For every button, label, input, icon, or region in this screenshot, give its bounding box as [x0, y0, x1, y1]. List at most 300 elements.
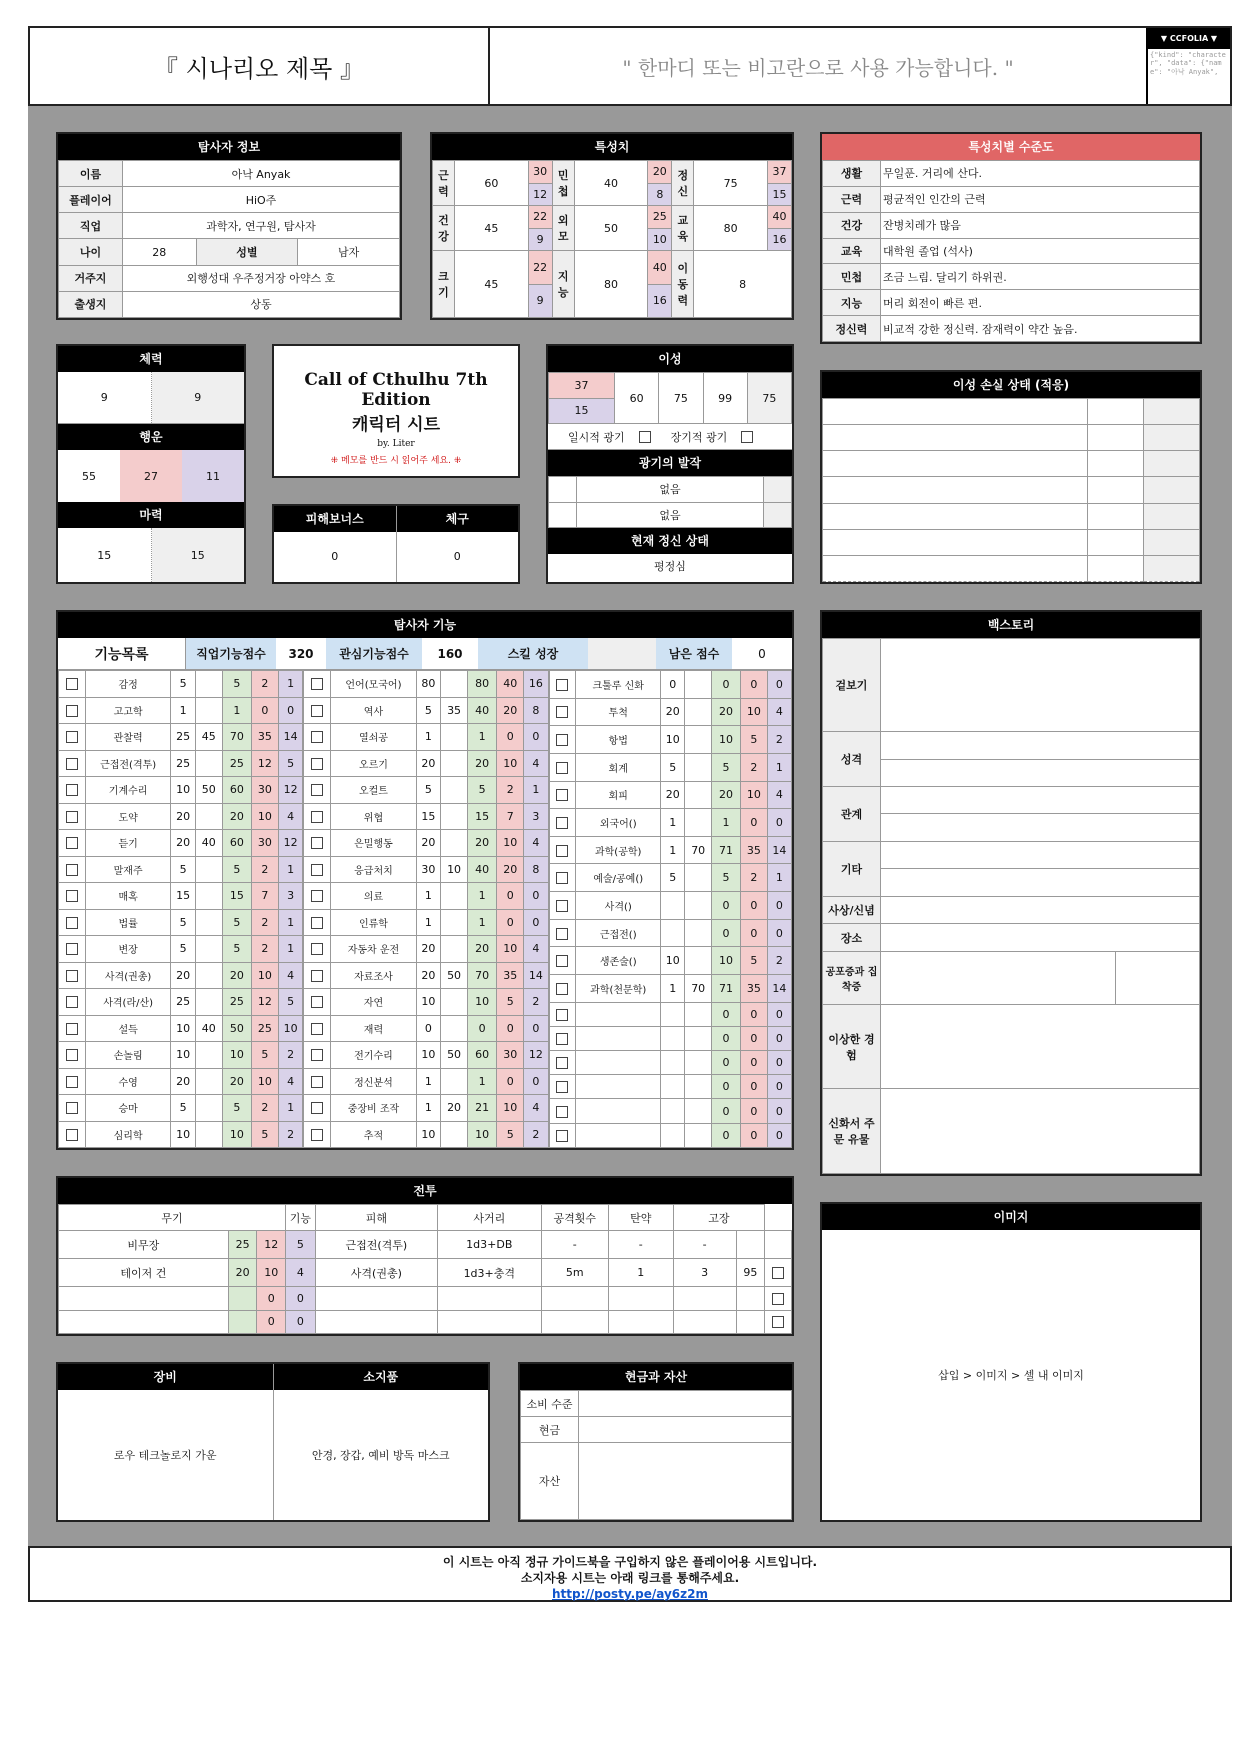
- malfunction-checkbox[interactable]: [772, 1293, 784, 1305]
- skill-checkbox[interactable]: [66, 864, 78, 876]
- backstory-field[interactable]: [881, 732, 1200, 759]
- skill-fifth: 0: [524, 1015, 548, 1042]
- skill-points[interactable]: [441, 883, 468, 910]
- skill-fifth: 2: [524, 1121, 548, 1148]
- skill-checkbox[interactable]: [66, 1023, 78, 1035]
- skill-checkbox[interactable]: [66, 890, 78, 902]
- skill-checkbox[interactable]: [66, 731, 78, 743]
- char-value[interactable]: 50: [574, 206, 648, 251]
- skill-checkbox[interactable]: [311, 864, 323, 876]
- skill-points[interactable]: [195, 1121, 222, 1148]
- skill-checkbox[interactable]: [311, 890, 323, 902]
- skill-points[interactable]: [685, 1075, 712, 1099]
- skill-base: 5: [416, 777, 440, 804]
- backstory-field[interactable]: [881, 951, 1116, 1004]
- backstory-field[interactable]: [881, 814, 1200, 841]
- weapon-ammo: [673, 1287, 736, 1310]
- skill-points[interactable]: [195, 1042, 222, 1069]
- skill-fifth: 4: [278, 1068, 302, 1095]
- skill-base: 1: [416, 909, 440, 936]
- age-value[interactable]: 28: [123, 239, 197, 265]
- skill-value: 70: [468, 962, 497, 989]
- skill-name: 투척: [576, 698, 661, 726]
- skill-points[interactable]: [195, 750, 222, 777]
- skill-name: [576, 1099, 661, 1123]
- sex-label: 성별: [196, 239, 298, 265]
- skill-checkbox[interactable]: [311, 784, 323, 796]
- bout-item[interactable]: 없음: [577, 502, 764, 528]
- skill-half: 0: [497, 1068, 524, 1095]
- skill-half: 30: [251, 777, 278, 804]
- skill-checkbox[interactable]: [311, 1049, 323, 1061]
- luck-fifth: 11: [182, 450, 244, 502]
- skill-value: 20: [468, 750, 497, 777]
- skill-checkbox[interactable]: [66, 758, 78, 770]
- skill-points[interactable]: [195, 989, 222, 1016]
- skill-points[interactable]: [441, 989, 468, 1016]
- malfunction-checkbox[interactable]: [772, 1267, 784, 1279]
- char-half: 22: [528, 206, 552, 229]
- skill-points[interactable]: 70: [685, 975, 712, 1003]
- name-value[interactable]: 아낙 Anyak: [123, 161, 400, 187]
- weapon-malfunction: 95: [736, 1259, 765, 1287]
- skill-points[interactable]: [685, 726, 712, 754]
- skill-row: [304, 671, 548, 698]
- level-text[interactable]: 잔병치레가 많음: [881, 212, 1200, 238]
- skill-points[interactable]: [685, 809, 712, 837]
- build-value[interactable]: 0: [453, 550, 461, 563]
- spending-label: 소비 수준: [521, 1391, 579, 1417]
- skill-checkbox[interactable]: [66, 784, 78, 796]
- indef-insanity-checkbox[interactable]: [741, 431, 753, 443]
- skill-points[interactable]: [685, 947, 712, 975]
- skill-base: 30: [416, 856, 440, 883]
- skill-checkbox[interactable]: [311, 758, 323, 770]
- skill-checkbox[interactable]: [556, 900, 568, 912]
- skill-checkbox[interactable]: [311, 943, 323, 955]
- weapon-name[interactable]: 비무장: [59, 1231, 229, 1259]
- skill-points[interactable]: [685, 892, 712, 920]
- skill-row: [304, 830, 548, 857]
- mp-current[interactable]: 15: [58, 528, 152, 582]
- interest-points[interactable]: 160: [437, 646, 463, 661]
- skill-half: 5: [251, 1042, 278, 1069]
- skill-checkbox[interactable]: [556, 1057, 568, 1069]
- skill-name: 근접전(): [576, 919, 661, 947]
- skill-fifth: 4: [524, 830, 548, 857]
- skill-name: 과학(천문학): [576, 975, 661, 1003]
- level-text[interactable]: 평균적인 인간의 근력: [881, 186, 1200, 212]
- skill-fifth: 0: [524, 883, 548, 910]
- skill-points[interactable]: 50: [195, 777, 222, 804]
- skill-half: 0: [741, 1075, 768, 1099]
- skill-points[interactable]: 10: [441, 856, 468, 883]
- backstory-field[interactable]: [881, 1004, 1200, 1089]
- skill-checkbox[interactable]: [311, 837, 323, 849]
- footer-link[interactable]: http://posty.pe/ay6z2m: [551, 1587, 708, 1601]
- skill-points[interactable]: [685, 919, 712, 947]
- points-left[interactable]: 0: [758, 646, 766, 661]
- skill-fifth: 14: [767, 836, 791, 864]
- char-value[interactable]: 45: [455, 251, 529, 318]
- skill-points[interactable]: [195, 803, 222, 830]
- skill-checkbox[interactable]: [556, 679, 568, 691]
- skill-points[interactable]: [195, 883, 222, 910]
- skill-fifth: 2: [524, 989, 548, 1016]
- skill-name: 매혹: [85, 883, 171, 910]
- occupation-value[interactable]: 과학자, 연구원, 탐사자: [123, 213, 400, 239]
- name-label: 이름: [59, 161, 123, 187]
- skill-fifth: 14: [524, 962, 548, 989]
- skill-points[interactable]: [195, 1068, 222, 1095]
- skill-fifth: 2: [767, 726, 791, 754]
- bout-item[interactable]: 없음: [577, 477, 764, 503]
- char-value[interactable]: 75: [694, 161, 768, 206]
- weapon-name[interactable]: [59, 1287, 229, 1310]
- skill-value: 10: [712, 726, 741, 754]
- skill-half: 20: [497, 697, 524, 724]
- backstory-field[interactable]: [881, 787, 1200, 814]
- skill-base: [661, 1051, 685, 1075]
- skill-row: [59, 777, 303, 804]
- skill-points[interactable]: [441, 1068, 468, 1095]
- gear-text[interactable]: 로우 테크놀로지 가운: [113, 1449, 217, 1462]
- skill-checkbox[interactable]: [556, 872, 568, 884]
- move-value[interactable]: 8: [694, 251, 792, 318]
- skill-checkbox[interactable]: [556, 1081, 568, 1093]
- level-text[interactable]: 대학원 졸업 (석사): [881, 238, 1200, 264]
- luck-value[interactable]: 55: [82, 469, 96, 483]
- loss-cell[interactable]: [823, 555, 1088, 581]
- char-fifth: 10: [648, 228, 672, 251]
- hp-current[interactable]: 9: [58, 372, 152, 423]
- skill-points[interactable]: [195, 909, 222, 936]
- backstory-label: 겉보기: [823, 639, 881, 732]
- skill-checkbox[interactable]: [66, 917, 78, 929]
- skill-row: [549, 1099, 791, 1123]
- skill-points[interactable]: 70: [685, 836, 712, 864]
- skill-value: 71: [712, 836, 741, 864]
- skill-half: 30: [251, 830, 278, 857]
- skill-checkbox[interactable]: [66, 705, 78, 717]
- skill-checkbox[interactable]: [311, 731, 323, 743]
- backstory-field[interactable]: [881, 639, 1200, 732]
- char-value[interactable]: 80: [694, 206, 768, 251]
- skill-points[interactable]: [441, 830, 468, 857]
- char-value[interactable]: 60: [455, 161, 529, 206]
- skill-fifth: 0: [767, 1002, 791, 1026]
- skill-points[interactable]: [685, 753, 712, 781]
- skill-points[interactable]: 40: [195, 830, 222, 857]
- skill-half: 0: [497, 1015, 524, 1042]
- backstory-field[interactable]: [881, 896, 1200, 923]
- skill-points[interactable]: [685, 1051, 712, 1075]
- malfunction-checkbox[interactable]: [772, 1316, 784, 1328]
- skill-checkbox[interactable]: [556, 845, 568, 857]
- backstory-field[interactable]: [881, 924, 1200, 951]
- skill-base: 5: [171, 856, 195, 883]
- skill-points[interactable]: [441, 777, 468, 804]
- char-value[interactable]: 80: [574, 251, 648, 318]
- skill-value: 5: [222, 671, 251, 698]
- skill-value: 60: [468, 1042, 497, 1069]
- skill-row: [59, 803, 303, 830]
- skill-points[interactable]: [441, 909, 468, 936]
- skill-points[interactable]: 35: [441, 697, 468, 724]
- skill-base: 80: [416, 671, 440, 698]
- sex-value[interactable]: 남자: [298, 239, 400, 265]
- skill-checkbox[interactable]: [311, 1023, 323, 1035]
- skill-checkbox[interactable]: [66, 943, 78, 955]
- loss-cell[interactable]: [823, 399, 1088, 425]
- skill-fifth: 4: [524, 1095, 548, 1122]
- skill-name: 고고학: [85, 697, 171, 724]
- skill-half: 5: [741, 726, 768, 754]
- skill-row: [59, 697, 303, 724]
- skill-checkbox[interactable]: [556, 734, 568, 746]
- skill-fifth: 1: [278, 1095, 302, 1122]
- skill-checkbox[interactable]: [66, 1049, 78, 1061]
- skill-checkbox[interactable]: [311, 1102, 323, 1114]
- weapon-name[interactable]: 테이저 건: [59, 1259, 229, 1287]
- char-name: 외모: [552, 206, 574, 251]
- cash-value[interactable]: [579, 1417, 792, 1443]
- skill-points[interactable]: [195, 1095, 222, 1122]
- skill-points[interactable]: [441, 936, 468, 963]
- level-label: 생활: [823, 161, 881, 187]
- skill-points[interactable]: [685, 1123, 712, 1147]
- skill-points[interactable]: [195, 697, 222, 724]
- birthplace-value[interactable]: 상동: [123, 291, 400, 317]
- skill-row: [304, 1042, 548, 1069]
- skill-base: 0: [416, 1015, 440, 1042]
- skill-base: 20: [171, 962, 195, 989]
- skill-checkbox[interactable]: [66, 1076, 78, 1088]
- skill-value: 21: [468, 1095, 497, 1122]
- skill-value: 0: [712, 1026, 741, 1050]
- skill-row: [304, 803, 548, 830]
- skill-points[interactable]: [685, 781, 712, 809]
- skill-checkbox[interactable]: [556, 789, 568, 801]
- skill-half: 2: [741, 864, 768, 892]
- skill-checkbox[interactable]: [66, 1102, 78, 1114]
- db-value[interactable]: 0: [331, 550, 339, 563]
- sheet-memo[interactable]: ⁜ 메모를 반드 시 읽어주 세요. ⁜: [330, 456, 462, 466]
- skill-row: [59, 671, 303, 698]
- skill-points[interactable]: 50: [441, 962, 468, 989]
- skill-checkbox[interactable]: [311, 917, 323, 929]
- skill-fifth: 0: [767, 1075, 791, 1099]
- luck-header: 행운: [58, 424, 244, 450]
- spending-value[interactable]: [579, 1391, 792, 1417]
- skill-checkbox[interactable]: [311, 678, 323, 690]
- skill-checkbox[interactable]: [66, 996, 78, 1008]
- skill-base: 5: [171, 671, 195, 698]
- skill-checkbox[interactable]: [66, 811, 78, 823]
- skill-points[interactable]: [441, 750, 468, 777]
- skill-points[interactable]: 20: [441, 1095, 468, 1122]
- char-name: 근력: [433, 161, 455, 206]
- weapon-range: 5m: [541, 1259, 608, 1287]
- combat-col-header: 공격횟수: [541, 1205, 608, 1231]
- weapon-damage: 1d3+충격: [438, 1259, 542, 1287]
- sanity-loss-box: [820, 370, 1202, 584]
- skill-points[interactable]: [441, 1015, 468, 1042]
- skill-name: 수영: [85, 1068, 171, 1095]
- skill-points[interactable]: [685, 1099, 712, 1123]
- weapon-malfunction: [736, 1231, 765, 1259]
- char-value[interactable]: 45: [455, 206, 529, 251]
- skill-checkbox[interactable]: [556, 1009, 568, 1021]
- skill-points[interactable]: [195, 962, 222, 989]
- skill-checkbox[interactable]: [556, 1130, 568, 1142]
- skill-checkbox[interactable]: [311, 1129, 323, 1141]
- skill-points[interactable]: [441, 671, 468, 698]
- scenario-title: 『 시나리오 제목 』: [30, 28, 490, 104]
- skill-fifth: 1: [278, 936, 302, 963]
- skill-value: 15: [468, 803, 497, 830]
- skill-checkbox[interactable]: [66, 678, 78, 690]
- backstory-field[interactable]: [881, 1089, 1200, 1174]
- level-text[interactable]: 머리 회전이 빠른 편.: [881, 290, 1200, 316]
- ccfolia-box[interactable]: [1146, 28, 1230, 104]
- skill-checkbox[interactable]: [556, 762, 568, 774]
- skill-row: [304, 909, 548, 936]
- skill-points[interactable]: 40: [195, 1015, 222, 1042]
- weapon-name[interactable]: [59, 1310, 229, 1333]
- skill-checkbox[interactable]: [556, 1106, 568, 1118]
- skill-base: 5: [171, 1095, 195, 1122]
- skill-name: 응급처치: [331, 856, 417, 883]
- san-current[interactable]: 75: [659, 373, 703, 424]
- skill-points[interactable]: 45: [195, 724, 222, 751]
- backstory-field[interactable]: [881, 869, 1200, 896]
- skill-value: 25: [222, 750, 251, 777]
- skill-half: 35: [251, 724, 278, 751]
- skill-checkbox[interactable]: [311, 705, 323, 717]
- info-table: [58, 160, 400, 318]
- skill-points[interactable]: [441, 803, 468, 830]
- combat-col-header: 사거리: [438, 1205, 542, 1231]
- skill-checkbox[interactable]: [556, 1033, 568, 1045]
- weapon-range: [541, 1310, 608, 1333]
- backstory-field[interactable]: [881, 759, 1200, 786]
- skill-points[interactable]: [441, 1121, 468, 1148]
- temp-insanity-checkbox[interactable]: [639, 431, 651, 443]
- mental-state[interactable]: 평정심: [654, 560, 686, 573]
- ccfolia-button[interactable]: ▼ CCFOLIA ▼: [1148, 28, 1230, 49]
- skill-value: 0: [712, 1123, 741, 1147]
- assets-value[interactable]: [579, 1443, 792, 1520]
- skill-value: 10: [468, 1121, 497, 1148]
- skill-checkbox[interactable]: [556, 983, 568, 995]
- skill-points[interactable]: 50: [441, 1042, 468, 1069]
- quote-text: " 한마디 또는 비고란으로 사용 가능합니다. ": [622, 55, 1014, 80]
- combat-col-header: 피해: [315, 1205, 437, 1231]
- skill-checkbox[interactable]: [66, 837, 78, 849]
- skill-points[interactable]: [195, 936, 222, 963]
- player-value[interactable]: HiO주: [123, 187, 400, 213]
- skill-name: 인류학: [331, 909, 417, 936]
- skill-base: 10: [416, 989, 440, 1016]
- skill-base: [661, 1075, 685, 1099]
- skill-checkbox[interactable]: [311, 811, 323, 823]
- char-name: 크기: [433, 251, 455, 318]
- skill-points[interactable]: [685, 671, 712, 699]
- char-name: 건강: [433, 206, 455, 251]
- image-placeholder[interactable]: 삽입 > 이미지 > 셀 내 이미지: [938, 1369, 1084, 1382]
- skill-half: 5: [497, 989, 524, 1016]
- level-text[interactable]: 조금 느림. 달리기 하위권.: [881, 264, 1200, 290]
- skill-points[interactable]: [441, 724, 468, 751]
- skill-checkbox[interactable]: [66, 1129, 78, 1141]
- level-text[interactable]: 무일푼. 거리에 산다.: [881, 161, 1200, 187]
- points-left-label: 남은 점수: [656, 638, 732, 669]
- backstory-label: 기타: [823, 841, 881, 896]
- skill-checkbox[interactable]: [556, 928, 568, 940]
- backstory-field[interactable]: [881, 841, 1200, 868]
- skill-checkbox[interactable]: [66, 970, 78, 982]
- skill-row: [549, 892, 791, 920]
- skill-row: [304, 750, 548, 777]
- loss-cell[interactable]: [823, 425, 1088, 451]
- skill-checkbox[interactable]: [556, 817, 568, 829]
- skill-half: 5: [497, 1121, 524, 1148]
- loss-cell[interactable]: [823, 529, 1088, 555]
- skill-points[interactable]: [685, 698, 712, 726]
- occupation-points[interactable]: 320: [288, 646, 314, 661]
- loss-cell[interactable]: [823, 477, 1088, 503]
- residence-value[interactable]: 외행성대 우주정거장 아약스 호: [123, 265, 400, 291]
- skill-base: 10: [661, 726, 685, 754]
- combat-col-header: 기능: [286, 1205, 316, 1231]
- items-text[interactable]: 안경, 장갑, 예비 방독 마스크: [311, 1449, 450, 1462]
- skill-checkbox[interactable]: [556, 955, 568, 967]
- loss-cell[interactable]: [823, 451, 1088, 477]
- skill-name: 사격(): [576, 892, 661, 920]
- skill-points[interactable]: [685, 1002, 712, 1026]
- skill-points[interactable]: [685, 1026, 712, 1050]
- skill-checkbox[interactable]: [311, 996, 323, 1008]
- skill-fifth: 0: [767, 1123, 791, 1147]
- skill-points[interactable]: [195, 856, 222, 883]
- weapon-half: 0: [257, 1310, 286, 1333]
- skill-name: 오르기: [331, 750, 417, 777]
- weapon-row: [59, 1231, 792, 1259]
- skill-fifth: 5: [278, 750, 302, 777]
- weapon-attacks: [608, 1287, 673, 1310]
- skill-base: [661, 1099, 685, 1123]
- skill-base: 1: [661, 975, 685, 1003]
- skill-checkbox[interactable]: [556, 706, 568, 718]
- skill-fifth: 10: [278, 1015, 302, 1042]
- skill-fifth: 12: [278, 830, 302, 857]
- level-text[interactable]: 비교적 강한 정신력. 잠재력이 약간 높음.: [881, 316, 1200, 342]
- skill-checkbox[interactable]: [311, 1076, 323, 1088]
- skill-checkbox[interactable]: [311, 970, 323, 982]
- occupation-points-label: 직업기능점수: [186, 638, 276, 669]
- char-value[interactable]: 40: [574, 161, 648, 206]
- skill-name: 예술/공예(): [576, 864, 661, 892]
- skill-points[interactable]: [195, 671, 222, 698]
- skill-points[interactable]: [685, 864, 712, 892]
- backstory-label: 성격: [823, 732, 881, 787]
- skill-half: 0: [741, 671, 768, 699]
- skill-row: [304, 962, 548, 989]
- skill-half: 2: [497, 777, 524, 804]
- skill-value: 0: [712, 892, 741, 920]
- loss-cell[interactable]: [823, 503, 1088, 529]
